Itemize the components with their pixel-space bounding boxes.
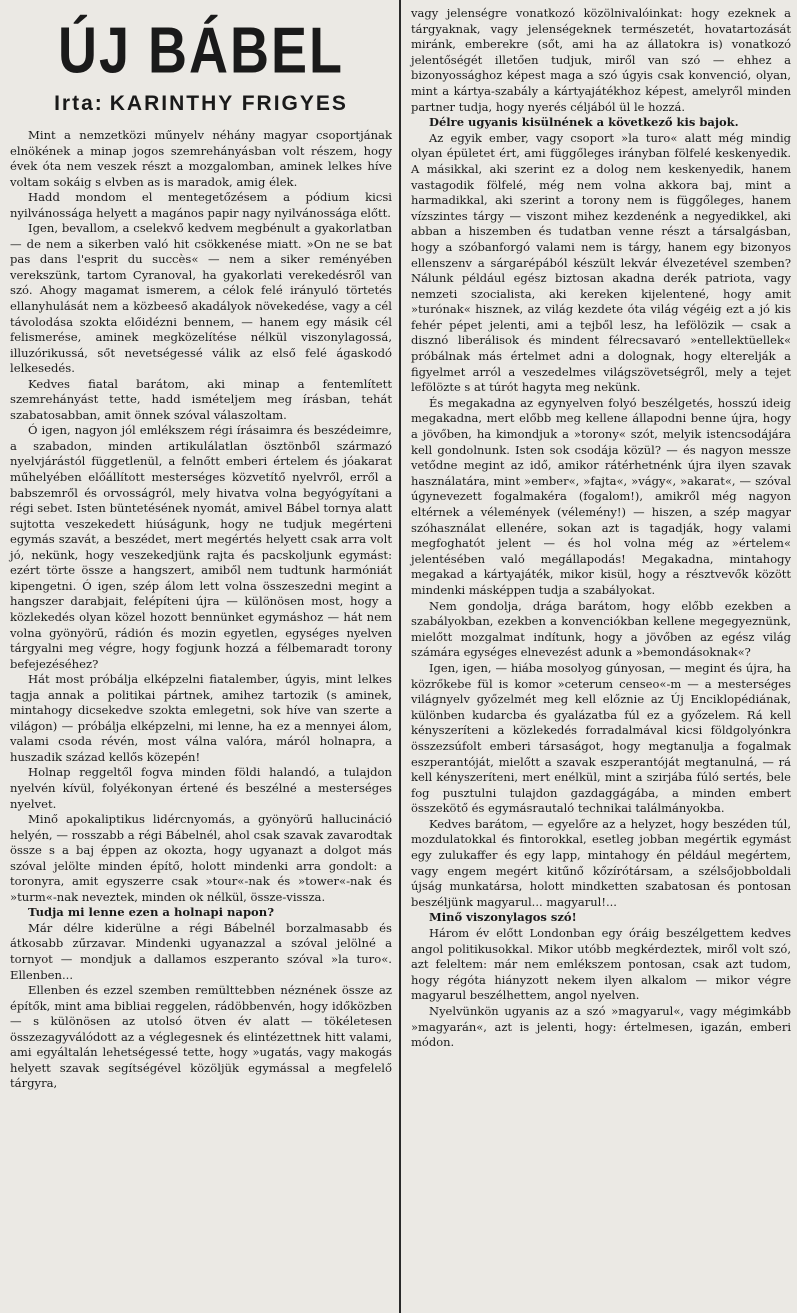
right-column: [403, 0, 797, 1313]
paragraph: Délre ugyanis kisülnének a következő kis bajok.: [429, 115, 739, 130]
paragraph: Mint a nemzetközi műnyelv néhány magyar csoportjának elnökének a minap jogos szemrehányásban volt részem, hogy évek óta nem veszek részt a mozgalomban, aminek lelkes híve voltam sokáig s elvben as is maradok, amig élek.: [10, 128, 392, 189]
paragraph: Ellenben és ezzel szemben remülttebben néznének össze az építők, mint ama bibliai reggelen, rádöbbenvén, hogy időközben — s különösen az utolsó ötven év alatt — tökéletesen összezagyválódott az a véglegesnek és elintézettnek hitt valami, ami egyáltalán lehetségessé tette, hogy »ugatás, vagy makogás helyett szavak segítségével közöljük egymással a megfelelő tárgyra,: [10, 983, 392, 1091]
paragraph: Az egyik ember, vagy csoport »la turo« alatt még mindig olyan épületet ért, ami függőleges irányban fölfelé keskenyedik. A másikkal, aki szerint ez a dolog nem keskenyedik, hanem vastagodik fölfelé, még nem volna akkora baj, mint a harmadikkal, aki szerint a torony nem is függőleges, hanem vízszintes tárgy — viszont mihez kezdenénk a negyedikkel, aki abban a hiszemben és tudatban venne részt a társalgásban, hogy a szóbanforgó valami nem is tárgy, hanem egy bizonyos ellenszenv a sárgarépából készült lekvár élvezetével szemben? Nálunk például egész biztosan akadna derék patriota, vagy nemzeti szocialista, aki kereken kijelentené, hogy amit »turónak« hisznek, az világ kezdete óta világ végéig ezt a jó kis fehér pépet jelenti, ami a tejből lesz, ha lefölözik — csak a disznó liberálisok és mindent félrecsavaró »entellektüellek« próbálnak más értelmet adni a dolognak, hogy elterelják a figyelmet arról a veszedelmes világszövetségről, mely a tejet lefölözte s at túrót hagyta meg nekünk.: [411, 130, 791, 395]
paragraph: Kedves fiatal barátom, aki minap a fentemlített szemrehányást tette, hadd ismételjem meg írásban, tehát szabatosabban, amit önnek szóval válaszoltam.: [10, 376, 392, 422]
author-name: KARINTHY FRIGYES: [109, 92, 348, 115]
paragraph: Nem gondolja, drága barátom, hogy előbb ezekben a szabályokban, ezekben a konvenciókban kellene megegyeznünk, mielőtt mozgalmat indítunk, hogy a jövőben az egész világ számára egységes elnevezést adunk a »bemondásoknak«?: [411, 598, 791, 660]
paragraph: Igen, igen, — hiába mosolyog gúnyosan, — megint és újra, ha közrőkebe fül is komor »ceterum censeo«-m — a mesterséges világnyelv győzelmét meg kell előznie az Új Enciklopédiának, különben kudarcba és gyalázatba fúl ez a győzelem. Rá kell kényszeríteni a közlekedés forradalmával kicsi földgolyónkra összezsúfolt emberi társaságot, hogy megtanulja a fogalmak eszperantóját, mielőtt a szavak eszperantóját megtanulná, — rá kell kényszeríteni, mert enélkül, mint a szirjába fúló sertés, bele fog pusztulni tulajdon gazdaggágába, a minden embert összekötő és egymásrautaló technikai találmányokba.: [411, 660, 791, 816]
byline: [10, 92, 392, 116]
paragraph: Minő apokaliptikus lidércnyomás, a gyönyörű hallucináció helyén, — rosszabb a régi Bábelnél, ahol csak szavak zavarodtak össze s a baj éppen az okozta, hogy ugyanazt a dolgot más szóval jelölte minden építő, holott mindenki arra gondolt: a toronyra, amit egyszerre csak »tour«-nak és »tower«-nak és »turm«-nak neveztek, minden ok nélkül, össze-vissza.: [10, 812, 392, 904]
paragraph: Igen, bevallom, a cselekvő kedvem megbénult a gyakorlatban — de nem a sikerben való hit csökkenése miatt. »On ne se bat pas dans l'esprit du succès« — nem a siker reményében verekszünk, tartom Cyranoval, ha gyakorlati verekedésről van szó. Ahogy magamat ismerem, a célok felé irányuló törtetés ellanyhulását nem a közbeeső akadályok növekedése, vagy a cél távolodása szokta előidézni bennem, — hanem egy másik cél felismerése, aminek megközelítése nélkül viszonylagossá, illuzórikussá, sőt nevetségessé válik az első felé ágaskodó lelkesedés.: [10, 221, 392, 376]
paragraph: És megakadna az egynyelven folyó beszélgetés, hosszú ideig megakadna, mert előbb meg kellene állapodni benne újra, hogy a jövőben, ha kimondjuk a »torony« szót, melyik istencsodájára kell gondolnunk. Isten sok csodája közül? — és nagyon messze vetődne megint az idő, amikor rátérhetnénk újra ilyen szavak használatára, mint »ember«, »fajta«, »vágy«, »akarat«, — szóval úgynevezett fogalmakéra (fogalom!), amikről még nagyon eltérnek a vélemények (vélemény!) — hiszen, a szép magyar szóhasználat ellenére, sokan azt is tagadják, hogy valami megfoghatót jelent — és hol volna még az »értelem« jelentésében való megállapodás! Megakadna, mintahogy megakad a kártyajáték, mikor kisül, hogy a résztvevők között mindenki másképpen tudja a szabályokat.: [411, 395, 791, 597]
paragraph: Holnap reggeltől fogva minden földi halandó, a tulajdon nyelvén kívül, folyékonyan értené és beszélné a mesterséges nyelvet.: [10, 765, 392, 811]
byline-prefix: Irta:: [54, 92, 104, 115]
paragraph: Tudja mi lenne ezen a holnapi napon?: [28, 905, 275, 920]
left-column: [0, 0, 398, 1313]
paragraph: Hát most próbálja elképzelni fiatalember, úgyis, mint lelkes tagja annak a politikai pártnek, amihez tartozik (s aminek, mintahogy dicsekedve szokta emlegetni, sok híve van szerte a világon) — próbálja elképzelni, mi lenne, ha ez a mennyei álom, valami csoda révén, most válna valóra, máról holnapra, a huszadik század kellős közepén!: [10, 672, 392, 764]
column-divider: [399, 0, 401, 1313]
paragraph: Ó igen, nagyon jól emlékszem régi írásaimra és beszédeimre, a szabadon, minden artikulálatlan ösztönből származó nyelvjárástól függetlenül, a felnőtt emberi értelem és jóakarat műhelyében előállított mesterséges közvetítő nyelvről, erről a babszemről és orvosságról, mely hivatva volna begyógyítani a régi sebet. Isten büntetésének nyomát, amivel Bábel tornya alatt sujtotta veszekedett hiúságunk, hogy ne tudjuk megérteni egymás szavát, a beszédet, mert megértés helyett csak arra volt jó, nekünk, hogy veszekedjünk rajta és pacskoljunk egymást: ezért törte össze a hangszert, amiből nem tudtunk harmóniát kipengetni. Ó igen, szép álom lett volna összeszedni megint a hangszer darabjait, felépíteni újra — különösen most, hogy a közlekedés olyan közel hozott bennünket egymáshoz — hát nem volna gyönyörű, rádión és mozin egyetlen, egységes nyelven tárgyalni meg végre, hogy fogjunk hozzá a félbemaradt torony befejezéséhez?: [10, 423, 392, 671]
article-title: ÚJ BÁBEL: [57, 14, 345, 87]
paragraph: vagy jelenségre vonatkozó közölnivalóinkat: hogy ezeknek a tárgyaknak, vagy jelenségeknek természetét, hovatartozását miránk, emberekre (sőt, ami ha az állatokra is) vonatkozó jelentőségét illetően tudjuk, miről van szó — ehhez a bizonyossághoz képest maga a szó úgyis csak konvenció, olyan, mint a kártya-szabály a kártyajátékhoz képest, amelyről minden partner tudja, hogy nyerés céljából ül le hozzá.: [411, 6, 791, 114]
paragraph: Minő viszonylagos szó!: [429, 910, 577, 925]
paragraph: Már délre kiderülne a régi Bábelnél borzalmasabb és átkosabb zűrzavar. Mindenki ugyanazzal a szóval jelölné a tornyot — mondjuk a dallamos eszperanto szóval »la turo«. Ellenben...: [10, 920, 392, 982]
paragraph: Nyelvünkön ugyanis az a szó »magyarul«, vagy mégimkább »magyarán«, azt is jelenti, hogy: értelmesen, igazán, emberi módon.: [411, 1004, 791, 1050]
paragraph: Hadd mondom el mentegetőzésem a pódium kicsi nyilvánossága helyett a magános papir nagy nyilvánossága előtt.: [10, 190, 392, 220]
paragraph: Három év előtt Londonban egy óráig beszélgettem kedves angol politikusokkal. Mikor utóbb megkérdeztek, miről volt szó, azt feleltem: már nem emlékszem pontosan, csak azt tudom, hogy régóta hiányzott nekem ilyen alkalom — mikor végre magyarul beszélhettem, angol nyelven.: [411, 926, 791, 1003]
paragraph: Kedves barátom, — egyelőre az a helyzet, hogy beszéden túl, mozdulatokkal és fintorokkal, esetleg jobban megértik egymást egy zulukaffer és egy lapp, mintahogy én például megértem, vagy engem megért kitűnő kőzírótársam, a szélsőjobboldali újság munkatársa, holott mindketten szabatosan és pontosan beszéljünk magyarul... magyarul!...: [411, 816, 791, 909]
